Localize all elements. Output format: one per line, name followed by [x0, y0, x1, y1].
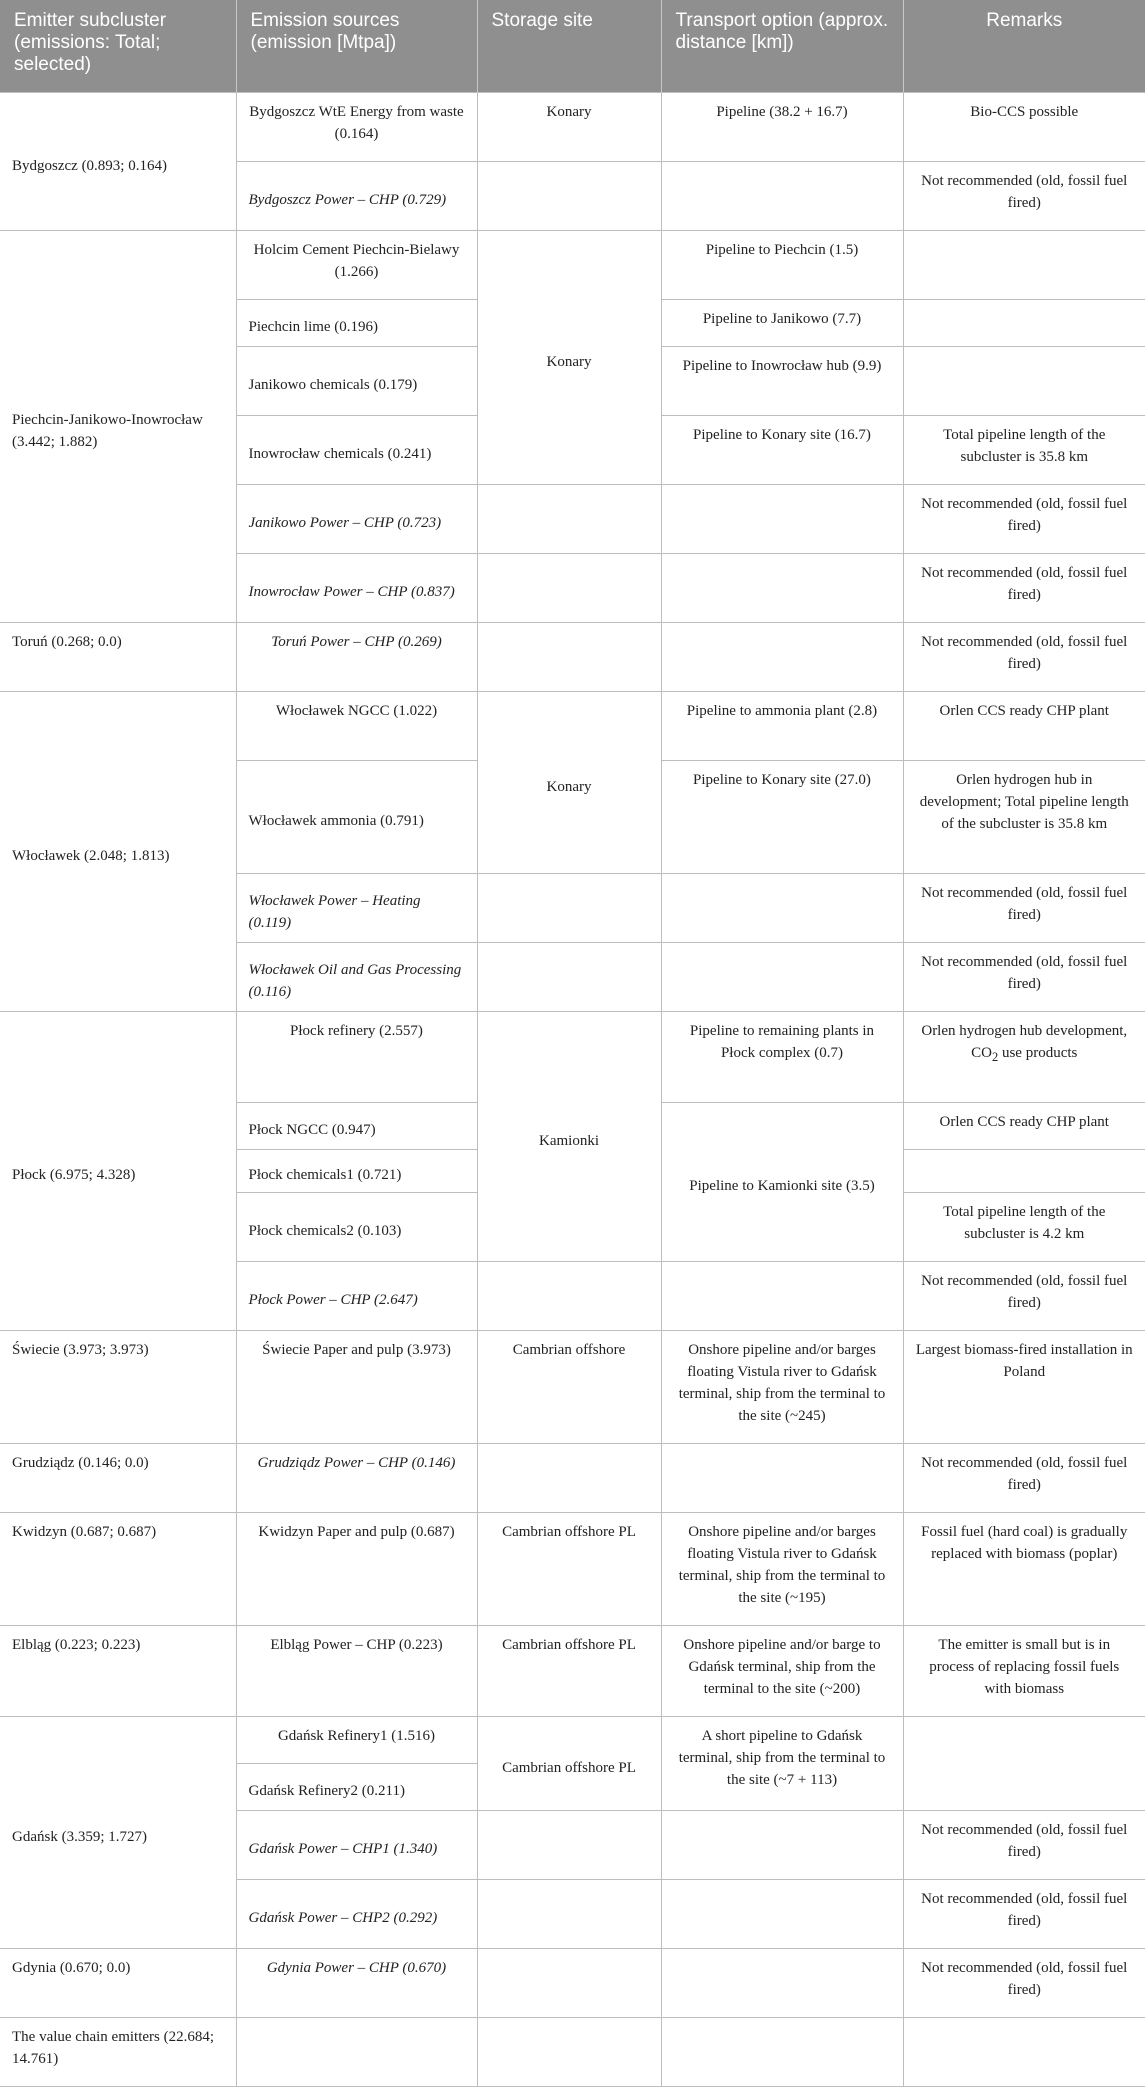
- table-row: [0, 1513, 1145, 1626]
- remarks-cell: [903, 347, 1145, 416]
- transport-cell: Pipeline to Kamionki site (3.5): [661, 1103, 903, 1262]
- table-body: [0, 93, 1145, 2087]
- subcluster-cell: Gdynia (0.670; 0.0): [0, 1949, 236, 2018]
- remarks-cell: Total pipeline length of the subcluster is 35.8 km: [903, 416, 1145, 485]
- table-row: [0, 1444, 1145, 1513]
- subcluster-cell: Toruń (0.268; 0.0): [0, 623, 236, 692]
- table-row: [0, 231, 1145, 300]
- header-row: [0, 0, 1145, 93]
- storage-site-cell: [477, 1949, 661, 2018]
- subcluster-cell: Piechcin-Janikowo-Inowrocław (3.442; 1.882): [0, 231, 236, 623]
- emission-source-cell: Płock chemicals1 (0.721): [236, 1150, 477, 1193]
- transport-cell: [661, 1444, 903, 1513]
- storage-site-cell: Konary: [477, 692, 661, 874]
- emission-source-cell: Elbląg Power – CHP (0.223): [236, 1626, 477, 1717]
- subcluster-cell: Włocławek (2.048; 1.813): [0, 692, 236, 1012]
- remarks-cell: Not recommended (old, fossil fuel fired): [903, 162, 1145, 231]
- remarks-cell: Not recommended (old, fossil fuel fired): [903, 485, 1145, 554]
- storage-site-cell: [477, 1811, 661, 1880]
- emission-source-cell: Płock chemicals2 (0.103): [236, 1193, 477, 1262]
- transport-cell: Pipeline to Piechcin (1.5): [661, 231, 903, 300]
- remarks-cell: Fossil fuel (hard coal) is gradually replaced with biomass (poplar): [903, 1513, 1145, 1626]
- transport-cell: [661, 1811, 903, 1880]
- emission-source-cell: Grudziądz Power – CHP (0.146): [236, 1444, 477, 1513]
- storage-site-cell: Konary: [477, 93, 661, 162]
- table-row: [0, 2018, 1145, 2087]
- remark-text: use products: [998, 1045, 1078, 1061]
- emission-source-cell: Gdańsk Refinery1 (1.516): [236, 1717, 477, 1764]
- storage-site-cell: Kamionki: [477, 1012, 661, 1262]
- header-emission-sources: Emission sources (emission [Mtpa]): [236, 0, 477, 93]
- emission-source-cell: Piechcin lime (0.196): [236, 300, 477, 347]
- storage-site-cell: [477, 554, 661, 623]
- table-row: [0, 93, 1145, 162]
- transport-cell: Pipeline to ammonia plant (2.8): [661, 692, 903, 761]
- storage-site-cell: [477, 1262, 661, 1331]
- emission-source-cell: Płock refinery (2.557): [236, 1012, 477, 1103]
- subcluster-cell: Elbląg (0.223; 0.223): [0, 1626, 236, 1717]
- remarks-cell: [903, 300, 1145, 347]
- emission-source-cell: Płock NGCC (0.947): [236, 1103, 477, 1150]
- remarks-cell: Orlen hydrogen hub in development; Total pipeline length of the subcluster is 35.8 km: [903, 761, 1145, 874]
- transport-cell: [661, 623, 903, 692]
- storage-site-cell: [477, 162, 661, 231]
- transport-cell: Pipeline to Janikowo (7.7): [661, 300, 903, 347]
- storage-site-cell: [477, 2018, 661, 2087]
- remarks-cell: Orlen CCS ready CHP plant: [903, 692, 1145, 761]
- emission-source-cell: Włocławek Power – Heating (0.119): [236, 874, 477, 943]
- emission-source-cell: Janikowo chemicals (0.179): [236, 347, 477, 416]
- remarks-cell: Not recommended (old, fossil fuel fired): [903, 1811, 1145, 1880]
- transport-cell: Pipeline to Inowrocław hub (9.9): [661, 347, 903, 416]
- remarks-cell: Orlen CCS ready CHP plant: [903, 1103, 1145, 1150]
- emission-source-cell: Gdynia Power – CHP (0.670): [236, 1949, 477, 2018]
- storage-site-cell: [477, 1880, 661, 1949]
- emission-source-cell: Płock Power – CHP (2.647): [236, 1262, 477, 1331]
- remarks-cell: [903, 231, 1145, 300]
- storage-site-cell: Cambrian offshore PL: [477, 1513, 661, 1626]
- emission-source-cell: Gdańsk Power – CHP2 (0.292): [236, 1880, 477, 1949]
- transport-cell: Onshore pipeline and/or barges floating Vistula river to Gdańsk terminal, ship from the terminal to the site (~195): [661, 1513, 903, 1626]
- emission-source-cell: Włocławek ammonia (0.791): [236, 761, 477, 874]
- transport-cell: [661, 943, 903, 1012]
- remarks-cell: [903, 2018, 1145, 2087]
- emission-source-cell: Inowrocław chemicals (0.241): [236, 416, 477, 485]
- remarks-cell: Not recommended (old, fossil fuel fired): [903, 554, 1145, 623]
- remark-text: Orlen hydrogen hub development, CO: [921, 1023, 1128, 1061]
- remarks-cell: Not recommended (old, fossil fuel fired): [903, 1880, 1145, 1949]
- transport-cell: [661, 485, 903, 554]
- transport-cell: Pipeline to remaining plants in Płock complex (0.7): [661, 1012, 903, 1103]
- header-storage-site: Storage site: [477, 0, 661, 93]
- header-remarks: Remarks: [903, 0, 1145, 93]
- emission-source-cell: Toruń Power – CHP (0.269): [236, 623, 477, 692]
- remarks-cell: Largest biomass-fired installation in Poland: [903, 1331, 1145, 1444]
- remarks-cell: Bio-CCS possible: [903, 93, 1145, 162]
- remarks-cell: Not recommended (old, fossil fuel fired): [903, 623, 1145, 692]
- transport-cell: [661, 1880, 903, 1949]
- emission-source-cell: Świecie Paper and pulp (3.973): [236, 1331, 477, 1444]
- emission-source-cell: Holcim Cement Piechcin-Bielawy (1.266): [236, 231, 477, 300]
- emission-source-cell: Włocławek Oil and Gas Processing (0.116): [236, 943, 477, 1012]
- transport-cell: [661, 2018, 903, 2087]
- remarks-cell: Not recommended (old, fossil fuel fired): [903, 1262, 1145, 1331]
- header-emitter-subcluster: Emitter subcluster (emissions: Total; selected): [0, 0, 236, 93]
- storage-site-cell: Cambrian offshore PL: [477, 1626, 661, 1717]
- table-row: [0, 692, 1145, 761]
- emission-source-cell: [236, 2018, 477, 2087]
- transport-cell: Pipeline to Konary site (27.0): [661, 761, 903, 874]
- emission-source-cell: Bydgoszcz Power – CHP (0.729): [236, 162, 477, 231]
- subcluster-cell: Świecie (3.973; 3.973): [0, 1331, 236, 1444]
- transport-cell: [661, 162, 903, 231]
- remarks-cell: Not recommended (old, fossil fuel fired): [903, 874, 1145, 943]
- table-row: [0, 1012, 1145, 1103]
- remarks-cell: Not recommended (old, fossil fuel fired): [903, 1949, 1145, 2018]
- emission-source-cell: Włocławek NGCC (1.022): [236, 692, 477, 761]
- storage-site-cell: [477, 874, 661, 943]
- storage-site-cell: Cambrian offshore: [477, 1331, 661, 1444]
- total-cell: The value chain emitters (22.684; 14.761): [0, 2018, 236, 2087]
- header-transport-option: Transport option (approx. distance [km]): [661, 0, 903, 93]
- emission-source-cell: Gdańsk Refinery2 (0.211): [236, 1764, 477, 1811]
- emission-source-cell: Janikowo Power – CHP (0.723): [236, 485, 477, 554]
- remarks-cell: [903, 1150, 1145, 1193]
- subcluster-cell: Bydgoszcz (0.893; 0.164): [0, 93, 236, 231]
- transport-cell: [661, 1949, 903, 2018]
- transport-cell: Pipeline (38.2 + 16.7): [661, 93, 903, 162]
- subcluster-cell: Płock (6.975; 4.328): [0, 1012, 236, 1331]
- remarks-cell: Not recommended (old, fossil fuel fired): [903, 943, 1145, 1012]
- storage-site-cell: [477, 623, 661, 692]
- storage-site-cell: [477, 1444, 661, 1513]
- remarks-cell: [903, 1717, 1145, 1811]
- table-header: [0, 0, 1145, 93]
- transport-cell: A short pipeline to Gdańsk terminal, ship from the terminal to the site (~7 + 113): [661, 1717, 903, 1811]
- emission-source-cell: Bydgoszcz WtE Energy from waste (0.164): [236, 93, 477, 162]
- table-row: [0, 1331, 1145, 1444]
- subcluster-cell: Kwidzyn (0.687; 0.687): [0, 1513, 236, 1626]
- storage-site-cell: Cambrian offshore PL: [477, 1717, 661, 1811]
- subscript-2: 2: [991, 1050, 999, 1064]
- transport-cell: Pipeline to Konary site (16.7): [661, 416, 903, 485]
- remarks-cell: Not recommended (old, fossil fuel fired): [903, 1444, 1145, 1513]
- transport-cell: [661, 874, 903, 943]
- subcluster-cell: Grudziądz (0.146; 0.0): [0, 1444, 236, 1513]
- remarks-cell: The emitter is small but is in process of replacing fossil fuels with biomass: [903, 1626, 1145, 1717]
- subcluster-cell: Gdańsk (3.359; 1.727): [0, 1717, 236, 1949]
- remarks-cell: [903, 1012, 1145, 1103]
- table-row: [0, 1949, 1145, 2018]
- emission-source-cell: Inowrocław Power – CHP (0.837): [236, 554, 477, 623]
- storage-site-cell: [477, 485, 661, 554]
- remarks-cell: Total pipeline length of the subcluster is 4.2 km: [903, 1193, 1145, 1262]
- emission-source-cell: Kwidzyn Paper and pulp (0.687): [236, 1513, 477, 1626]
- table-row: [0, 623, 1145, 692]
- transport-cell: [661, 554, 903, 623]
- storage-site-cell: Konary: [477, 231, 661, 485]
- table-row: [0, 1626, 1145, 1717]
- table-row: [0, 1717, 1145, 1764]
- emission-source-cell: Gdańsk Power – CHP1 (1.340): [236, 1811, 477, 1880]
- transport-cell: Onshore pipeline and/or barge to Gdańsk terminal, ship from the terminal to the site (~200): [661, 1626, 903, 1717]
- transport-cell: [661, 1262, 903, 1331]
- transport-cell: Onshore pipeline and/or barges floating Vistula river to Gdańsk terminal, ship from the terminal to the site (~245): [661, 1331, 903, 1444]
- storage-site-cell: [477, 943, 661, 1012]
